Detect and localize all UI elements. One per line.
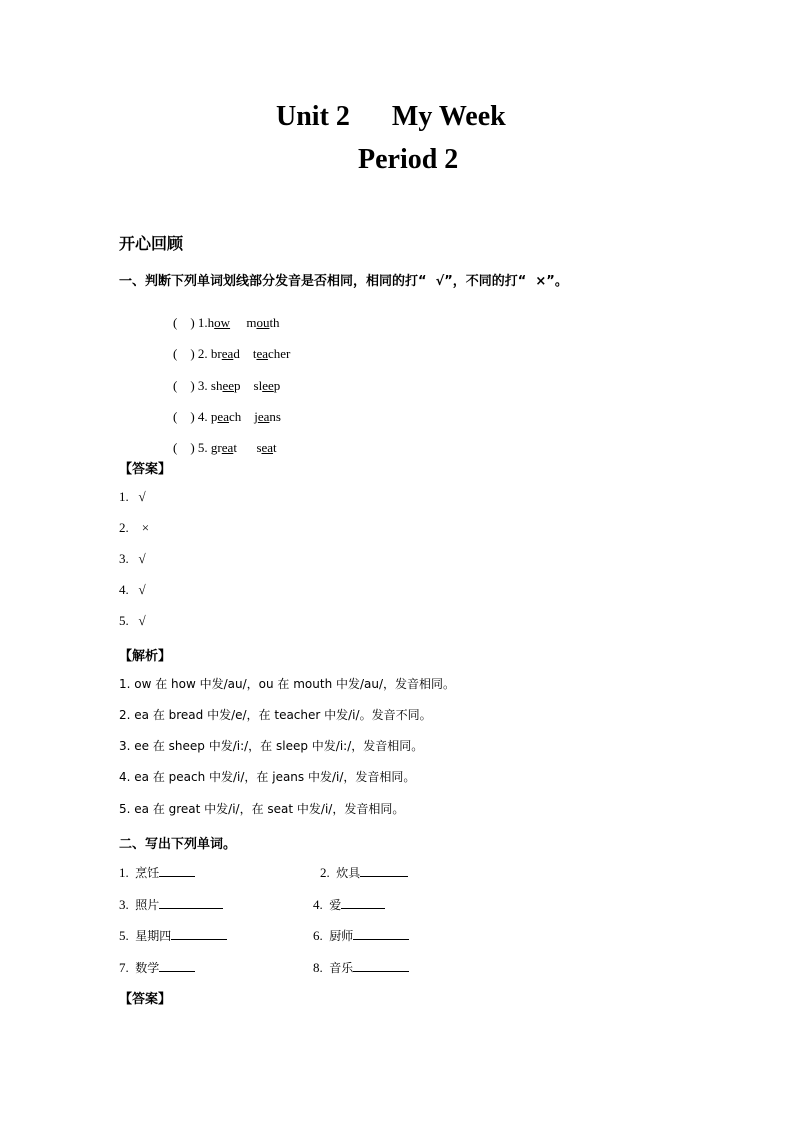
vocab-number: 8.: [313, 960, 323, 975]
word2-suffix: t: [273, 440, 277, 455]
vocab-number: 4.: [313, 897, 323, 912]
question-2-heading: 二、写出下列单词。: [119, 837, 237, 852]
word1-prefix: p: [207, 409, 218, 424]
vocab-word: 厨师: [329, 929, 354, 943]
vocab-item: [119, 959, 195, 974]
analysis-line: 4. ea 在 peach 中发/i/，在 jeans 中发/i/，发音相同。: [119, 770, 416, 784]
answer-row: [119, 552, 146, 565]
word1-underlined: ow: [214, 315, 231, 330]
vocab-item: [313, 896, 385, 911]
vocab-number: 3.: [119, 897, 129, 912]
analysis-line: 5. ea 在 great 中发/i/，在 seat 中发/i/，发音相同。: [119, 802, 405, 816]
word2-underlined: ou: [256, 315, 270, 330]
answer-mark: √: [138, 582, 146, 597]
word1-underlined: ee: [222, 378, 235, 393]
answer-blank[interactable]: [341, 896, 385, 909]
answer-label-2: 【答案】: [119, 992, 172, 1007]
analysis-line: 3. ee 在 sheep 中发/i:/，在 sleep 中发/i:/，发音相同。: [119, 739, 424, 753]
word1-underlined: ea: [221, 440, 234, 455]
answer-blank[interactable]: [360, 864, 408, 877]
answer-row: [119, 583, 146, 596]
word1-suffix: t: [233, 440, 237, 455]
word2-suffix: th: [269, 315, 280, 330]
vocab-word: 照片: [135, 898, 160, 912]
item-number: 2.: [197, 346, 208, 361]
section-heading: 开心回顾: [119, 234, 184, 253]
word2-underlined: ea: [257, 409, 270, 424]
vocab-item: [119, 896, 223, 911]
answer-number: 1.: [119, 489, 129, 504]
answer-blank[interactable]: [353, 959, 409, 972]
word1-suffix: d: [233, 346, 240, 361]
word2-prefix: s: [256, 440, 262, 455]
answer-row: [119, 521, 149, 534]
vocab-word: 烹饪: [135, 866, 160, 880]
word1-prefix: br: [207, 346, 222, 361]
word2-suffix: cher: [267, 346, 291, 361]
vocab-word: 数学: [135, 961, 160, 975]
answer-row: [119, 614, 146, 627]
answer-blank[interactable]: [159, 959, 195, 972]
answer-paren: ( ): [173, 315, 195, 330]
word1-underlined: ea: [217, 409, 229, 424]
item-number: 1.: [197, 315, 208, 330]
word1-prefix: gr: [207, 440, 222, 455]
answer-number: 5.: [119, 613, 129, 628]
answer-number: 2.: [119, 520, 129, 535]
answer-blank[interactable]: [159, 864, 195, 877]
answer-blank[interactable]: [353, 927, 409, 940]
analysis-line: 2. ea 在 bread 中发/e/，在 teacher 中发/i/。发音不同。: [119, 708, 432, 722]
answer-mark: ×: [141, 520, 150, 535]
word2-prefix: m: [246, 315, 257, 330]
word2-underlined: ea: [261, 440, 274, 455]
word1-prefix: sh: [207, 378, 223, 393]
vocab-item: [320, 864, 408, 879]
vocab-number: 6.: [313, 928, 323, 943]
vocab-item: [313, 959, 409, 974]
word2-underlined: ea: [256, 346, 268, 361]
question-1-heading: 一、判断下列单词划线部分发音是否相同，相同的打“ √”，不同的打“ ×”。: [119, 274, 568, 289]
answer-mark: √: [138, 613, 146, 628]
item-number: 5.: [197, 440, 208, 455]
period-title: Period 2: [358, 144, 459, 175]
analysis-line: 1. ow 在 how 中发/au/，ou 在 mouth 中发/au/，发音相同。: [119, 677, 456, 691]
word2-suffix: ns: [269, 409, 281, 424]
word2-underlined: ee: [262, 378, 274, 393]
vocab-word: 星期四: [135, 929, 172, 943]
item-number: 4.: [197, 409, 208, 424]
vocab-item: [119, 864, 195, 879]
answer-row: [119, 490, 146, 503]
word2-prefix: t: [252, 346, 257, 361]
item-number: 3.: [197, 378, 208, 393]
analysis-label: 【解析】: [119, 649, 172, 664]
answer-paren: ( ): [173, 346, 195, 361]
answer-blank[interactable]: [171, 927, 227, 940]
q1-item: [160, 428, 277, 467]
answer-label: 【答案】: [119, 462, 172, 477]
word1-suffix: ch: [228, 409, 242, 424]
vocab-word: 炊具: [336, 866, 361, 880]
answer-blank[interactable]: [159, 896, 223, 909]
answer-number: 3.: [119, 551, 129, 566]
word1-underlined: ea: [221, 346, 234, 361]
unit-title: Unit 2 My Week: [276, 101, 506, 132]
answer-paren: ( ): [173, 440, 195, 455]
vocab-word: 音乐: [329, 961, 354, 975]
vocab-number: 1.: [119, 865, 129, 880]
answer-mark: √: [138, 489, 146, 504]
word1-suffix: p: [234, 378, 241, 393]
vocab-number: 7.: [119, 960, 129, 975]
answer-paren: ( ): [173, 409, 195, 424]
vocab-item: [313, 927, 409, 942]
vocab-item: [119, 927, 227, 942]
word2-prefix: j: [254, 409, 258, 424]
vocab-number: 5.: [119, 928, 129, 943]
word1-prefix: h: [207, 315, 215, 330]
vocab-number: 2.: [320, 865, 330, 880]
answer-paren: ( ): [173, 378, 195, 393]
answer-mark: √: [138, 551, 146, 566]
word2-suffix: p: [273, 378, 281, 393]
answer-number: 4.: [119, 582, 129, 597]
vocab-word: 爱: [329, 898, 342, 912]
word2-prefix: sl: [253, 378, 263, 393]
